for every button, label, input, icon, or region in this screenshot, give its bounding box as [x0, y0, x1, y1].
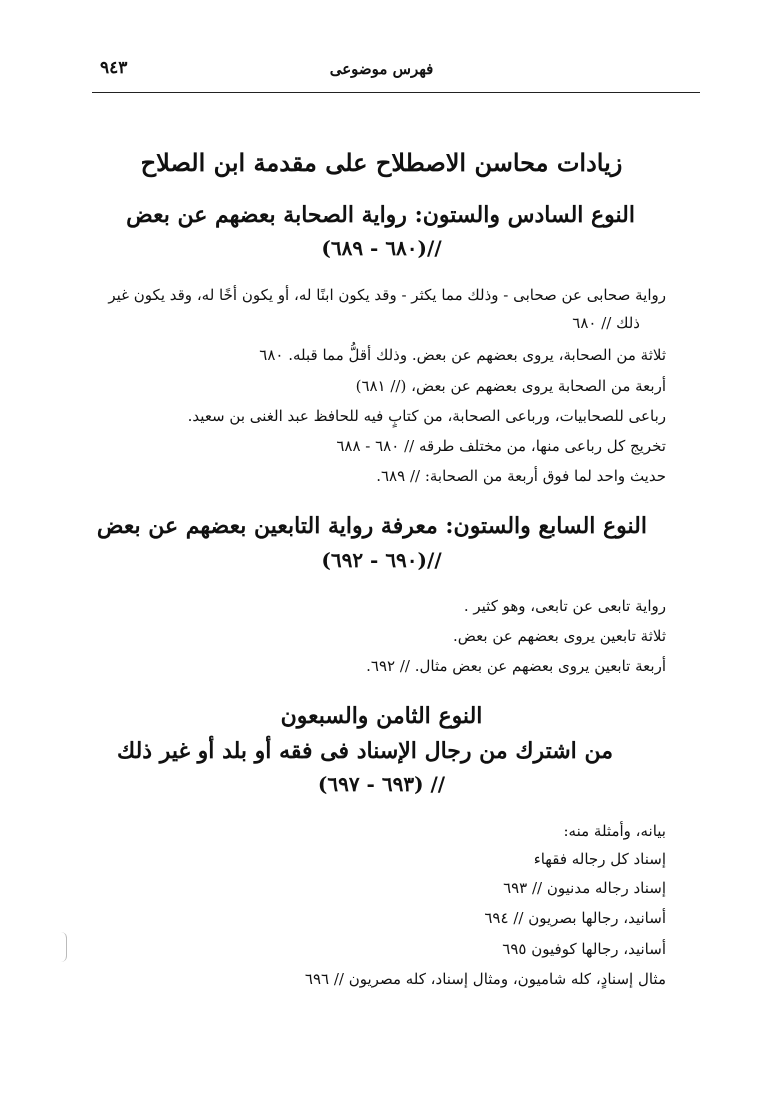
section-78-subheading: من اشترك من رجال الإسناد فى فقه أو بلد أو غير ذلك	[117, 738, 613, 764]
section-78-entry: أسانيد، رجالها بصريون // ٦٩٤	[484, 909, 666, 927]
section-66-entry: رباعى للصحابيات، ورباعى الصحابة، من كتابٍ فيه للحافظ عبد الغنى بن سعيد.	[187, 407, 666, 425]
section-78-entry: إسناد كل رجاله فقهاء	[533, 850, 666, 868]
section-66-entry: رواية صحابى عن صحابى - وذلك مما يكثر - وقد يكون ابنًا له، أو يكون أخًا له، وقد يكون غير	[108, 286, 666, 304]
section-78-heading: النوع الثامن والسبعون	[280, 703, 483, 729]
section-67-entry: أربعة تابعين يروى بعضهم عن بعض مثال. // ٦٩٢.	[366, 657, 666, 675]
section-66-entry: أربعة من الصحابة يروى بعضهم عن بعض، (// ٦٨١)	[355, 377, 666, 395]
section-67-heading: النوع السابع والستون: معرفة رواية التابعين بعضهم عن بعض	[96, 513, 647, 539]
main-title: زيادات محاسن الاصطلاح على مقدمة ابن الصلاح	[140, 148, 623, 177]
section-67-range: //(٦٩٠ - ٦٩٢)	[321, 548, 442, 572]
margin-mark	[60, 932, 67, 962]
running-title: فهرس موضوعى	[329, 60, 434, 78]
section-67-entry: ثلاثة تابعين يروى بعضهم عن بعض.	[453, 627, 666, 645]
section-78-entry: أسانيد، رجالها كوفيون ٦٩٥	[502, 940, 666, 958]
page-number: ٩٤٣	[100, 58, 128, 78]
section-66-entry: حديث واحد لما فوق أربعة من الصحابة: // ٦٨٩.	[376, 467, 666, 485]
header-rule	[92, 92, 700, 93]
section-66-entry: ثلاثة من الصحابة، يروى بعضهم عن بعض. وذلك أقلُّ مما قبله. ٦٨٠	[259, 346, 666, 364]
section-66-entry: تخريج كل رباعى منها، من مختلف طرقه // ٦٨٠ - ٦٨٨	[336, 437, 666, 455]
section-78-entry: مثال إسنادٍ، كله شاميون، ومثال إسناد، كله مصريون // ٦٩٦	[304, 970, 666, 988]
section-78-entry: بيانه، وأمثلة منه:	[563, 822, 666, 840]
section-67-entry: رواية تابعى عن تابعى، وهو كثير .	[463, 597, 666, 615]
section-78-entry: إسناد رجاله مدنيون // ٦٩٣	[503, 879, 666, 897]
section-78-range: // (٦٩٣ - ٦٩٧)	[317, 772, 446, 796]
section-66-entry: ذلك // ٦٨٠	[572, 314, 640, 332]
section-66-heading: النوع السادس والستون: رواية الصحابة بعضهم عن بعض	[126, 202, 635, 228]
section-66-range: //(٦٨٠ - ٦٨٩)	[321, 236, 442, 260]
